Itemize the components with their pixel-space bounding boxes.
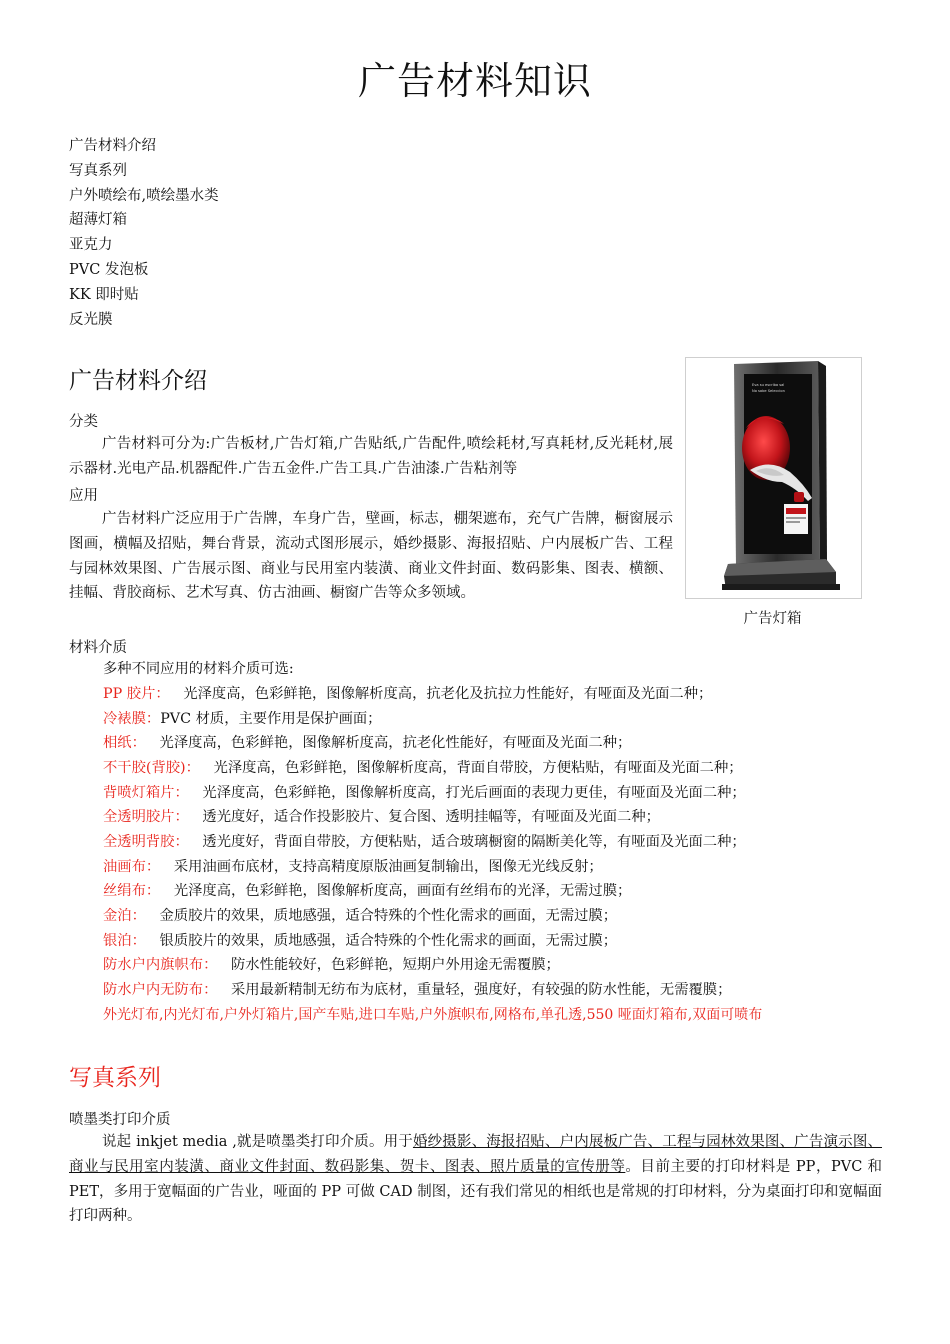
media-item — [103, 805, 660, 830]
application-label: 应用 — [69, 488, 98, 504]
media-item-desc: PVC 材质，主要作用是保护画面； — [160, 711, 382, 727]
toc-item[interactable]: 写真系列 — [69, 162, 127, 179]
category-label: 分类 — [69, 414, 98, 430]
media-item — [103, 904, 617, 929]
media-item — [103, 781, 746, 806]
media-item-desc: 采用油画布底材，支持高精度原版油画复制输出，图像无光线反射； — [173, 859, 603, 875]
media-item-name: 背喷灯箱片： — [103, 785, 189, 801]
media-item-desc: 光泽度高，色彩鲜艳，图像解析度高，抗老化性能好，有哑面及光面二种； — [159, 735, 632, 751]
section-heading-photo: 写真系列 — [69, 1065, 161, 1091]
media-item-desc: 光泽度高，色彩鲜艳，图像解析度高，抗老化及抗拉力性能好，有哑面及光面二种； — [183, 686, 713, 702]
toc-item[interactable]: 户外喷绘布,喷绘墨水类 — [69, 187, 219, 204]
media-item-desc: 透光度好，背面自带胶，方便粘贴，适合玻璃橱窗的隔断美化等，有哑面及光面二种； — [202, 834, 746, 850]
application-paragraph: 广告材料广泛应用于广告牌，车身广告，壁画，标志，棚架遮布，充气广告牌，橱窗展示图画，横幅及招贴，舞台背景，流动式图形展示，婚纱摄影、海报招贴、户内展板广告、工程与园林效果图、广告展示图、商业与民用室内装潢、商业文件封面、数码影集、图表、横额、挂幅、背胶商标、艺术写真、仿古油画、橱窗广告等众多领域。 — [69, 511, 673, 602]
paragraph-text: 。目前主要的打印材料是 PP，PVC 和 PET，多用于宽幅面的广告业，哑面的 PP 可做 CAD 制图，还有我们常见的相纸也是常规的打印材料，分为桌面打印和宽幅面打印两种。 — [69, 1158, 882, 1225]
poster-text: Eva su escriba sal — [752, 383, 785, 387]
media-item-desc: 金质胶片的效果，质地感强，适合特殊的个性化需求的画面，无需过膜； — [159, 908, 618, 924]
media-item — [103, 830, 746, 855]
media-item-name: 不干胶(背胶)： — [103, 760, 200, 776]
toc-item[interactable]: KK 即时贴 — [69, 286, 139, 303]
media-item — [103, 953, 560, 978]
media-item-desc: 光泽度高，色彩鲜艳，图像解析度高，打光后画面的表现力更佳，有哑面及光面二种； — [202, 785, 746, 801]
toc-item[interactable]: 亚克力 — [69, 237, 113, 254]
media-item-desc: 采用最新精制无纺布为底材，重量轻，强度好，有较强的防水性能，无需覆膜； — [231, 982, 732, 998]
media-item — [103, 682, 712, 707]
media-item — [103, 707, 381, 732]
media-item-name: 全透明胶片： — [103, 809, 189, 825]
section-heading-intro: 广告材料介绍 — [69, 368, 207, 394]
media-item — [103, 756, 743, 781]
category-paragraph: 广告材料可分为:广告板材,广告灯箱,广告贴纸,广告配件,喷绘耗材,写真耗材,反光耗材,展示器材.光电产品.机器配件.广告五金件.广告工具.广告油漆.广告粘剂等 — [69, 436, 673, 477]
media-item-name: PP 胶片： — [103, 686, 170, 702]
table-of-contents — [69, 134, 219, 332]
media-item-desc: 银质胶片的效果，质地感强，适合特殊的个性化需求的画面，无需过膜； — [159, 933, 618, 949]
media-item-name: 冷裱膜： — [103, 711, 161, 727]
media-item-name: 相纸： — [103, 735, 146, 751]
lightbox-figure — [685, 357, 862, 599]
document-title: 广告材料知识 — [357, 59, 592, 103]
media-item-desc: 光泽度高，色彩鲜艳，图像解析度高，背面自带胶，方便粘贴，有哑面及光面二种； — [213, 760, 743, 776]
poster-text: No sabe Seleccion — [752, 389, 785, 393]
inkjet-media-paragraph — [69, 1130, 882, 1229]
media-item-name: 防水户内旗帜布： — [103, 957, 218, 973]
media-item-name: 全透明背胶： — [103, 834, 189, 850]
media-item-desc: 防水性能较好，色彩鲜艳，短期户外用途无需覆膜； — [231, 957, 560, 973]
media-item — [103, 929, 617, 954]
inkjet-media-label: 喷墨类打印介质 — [69, 1112, 171, 1128]
toc-item[interactable]: 超薄灯箱 — [69, 212, 127, 229]
figure-caption: 广告灯箱 — [743, 611, 802, 627]
media-item-desc: 光泽度高，色彩鲜艳，图像解析度高，画面有丝绢布的光泽，无需过膜； — [173, 883, 632, 899]
toc-item[interactable]: PVC 发泡板 — [69, 261, 149, 278]
media-item — [103, 731, 631, 756]
media-intro: 多种不同应用的材料介质可选: — [103, 661, 294, 677]
media-item-name: 防水户内无防布： — [103, 982, 218, 998]
lightbox-illustration — [686, 358, 861, 598]
media-item-name: 银泊： — [103, 933, 146, 949]
media-item-name: 金泊： — [103, 908, 146, 924]
paragraph-underlined-text: 婚纱摄影、海报招贴、户内展板广告、工程与园林效果图、广告演示图、商业与民用室内装潢、商业文件封面、数码影集、贺卡、图表、照片质量的宣传册等 — [69, 1134, 882, 1175]
media-item-name: 丝绢布： — [103, 883, 161, 899]
media-item-name: 油画布： — [103, 859, 161, 875]
media-item — [103, 978, 731, 1003]
toc-item[interactable]: 广告材料介绍 — [69, 138, 156, 154]
media-item-desc: 透光度好，适合作投影胶片、复合图、透明挂幅等，有哑面及光面二种； — [202, 809, 660, 825]
paragraph-text: 说起 inkjet media ,就是喷墨类打印介质。用于 — [102, 1134, 413, 1150]
media-label: 材料介质 — [69, 640, 127, 656]
toc-item[interactable]: 反光膜 — [69, 311, 113, 328]
media-list-red: 外光灯布,内光灯布,户外灯箱片,国产车贴,进口车贴,户外旗帜布,网格布,单孔透,550 哑面灯箱布,双面可喷布 — [103, 1007, 763, 1023]
media-item — [103, 879, 631, 904]
media-item — [103, 855, 603, 880]
